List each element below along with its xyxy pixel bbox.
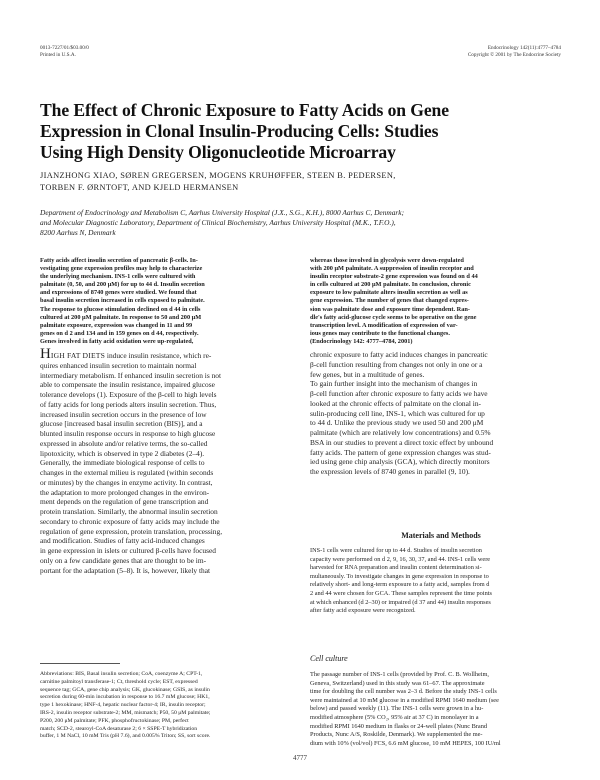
cell-culture-heading: Cell culture xyxy=(310,654,348,663)
abstract-line: palmitate exposure, expression was changed in 11 and 99 xyxy=(40,321,193,329)
intro-lead-caps: IGH FAT DIETS xyxy=(50,351,106,360)
culture-line: dium with 10% (vol/vol) FCS, 6.6 mM glucose, 10 mM HEPES, 100 IU/ml xyxy=(310,739,501,747)
culture-line: Geneva, Switzerland) used in this study was 61–67. The approximate xyxy=(310,679,485,687)
culture-line: were maintained at 10 mM glucose in a modified RPMI 1640 medium (see xyxy=(310,696,499,704)
title-line: The Effect of Chronic Exposure to Fatty Acids on Gene xyxy=(40,100,449,120)
methods-line: multaneously. To investigate changes in gene expression in response to xyxy=(310,572,489,580)
methods-line: 2 and 44 were chosen for GCA. These samples represent the time points xyxy=(310,589,492,597)
journal-header-right xyxy=(468,45,561,59)
intro-line: portant for the adaptation (5–8). It is, however, likely that xyxy=(40,565,211,575)
abstract-line: vestigating gene expression profiles may help to characterize xyxy=(40,265,203,273)
abbrev-line: IRS-2, insulin receptor substrate-2; MM, mismatch; P50, 50 μM palmitate; xyxy=(40,709,211,716)
abbrev-line: P200, 200 μM palmitate; PFK, phosphofructokinase; PM, perfect xyxy=(40,717,189,724)
affiliations xyxy=(40,208,570,238)
methods-line: after fatty acid exposure were recognized. xyxy=(310,607,416,615)
intro-line: lipotoxicity, which is observed in type 2 diabetes (2–4). xyxy=(40,448,205,458)
culture-line: Products, Nunc A/S, Roskilde, Denmark). We supplemented the me- xyxy=(310,731,483,739)
culture-line: modified RPMI 1640 medium in flasks or 24-well plates (Nunc Brand xyxy=(310,722,487,730)
intro-line: changes in the external milieu is regulated (within seconds xyxy=(40,468,214,477)
abstract-line: Fatty acids affect insulin secretion of pancreatic β-cells. In- xyxy=(40,257,198,264)
body-line: BSA in our studies to prevent a direct toxic effect by unbound xyxy=(310,437,494,447)
cell-culture-paragraph xyxy=(310,671,572,748)
introduction-left-column xyxy=(40,346,298,575)
intro-line: increased insulin secretion occurs in the presence of low xyxy=(40,409,207,419)
issn-line: 0013-7227/01/$03.00/0 xyxy=(40,45,89,51)
abstract-left-column xyxy=(40,257,298,346)
methods-line: harvested for RNA preparation and insulin content determination si- xyxy=(310,564,482,572)
intro-line: able to compensate the insulin resistance, impaired glucose xyxy=(40,380,215,390)
journal-header-left xyxy=(40,45,89,59)
abbrev-line: Abbreviations: BIS, Basal insulin secretion; CoA, coenzyme A; CPT-1, xyxy=(40,671,203,677)
abstract-right-column xyxy=(310,257,572,346)
abstract-line: sion was palmitate dose and exposure time dependent. Ran- xyxy=(310,305,470,313)
title-line: Expression in Clonal Insulin-Producing Cells: Studies xyxy=(40,121,439,141)
abbreviations-footnote xyxy=(40,671,298,741)
body-line: looked at the chronic effects of palmitate on the clonal in- xyxy=(310,398,482,408)
title-line: Using High Density Oligonucleotide Microarray xyxy=(40,142,396,162)
author-line: JIANZHONG XIAO, SØREN GREGERSEN, MOGENS KRUHØFFER, STEEN B. PEDERSEN, xyxy=(40,171,396,180)
body-line: the expression levels of 8740 genes in parallel (9, 10). xyxy=(310,467,470,476)
page-number: 4777 xyxy=(293,754,307,762)
intro-line: regulation of gene expression, protein translation, processing, xyxy=(40,526,223,536)
abbrev-line: buffer, 1 M NaCl, 10 mM Tris (pH 7.6), and 0.005% Triton; SS, sort score. xyxy=(40,733,211,740)
author-list xyxy=(40,170,570,194)
abstract-line: gene expression. The number of genes that changed expres- xyxy=(310,297,469,305)
culture-line: The passage number of INS-1 cells (provided by Prof. C. B. Wollheim, xyxy=(310,671,489,678)
affiliation-line: Department of Endocrinology and Metabolism C, Aarhus University Hospital (J.X., S.G., K.H.), 8000 Aarhus C, Denmark; xyxy=(40,208,405,217)
abbrev-line: type 1 hexokinase; HNF-4, hepatic nuclear factor-4; IR, insulin receptor; xyxy=(40,702,206,709)
intro-line: only on a few candidate genes that are thought to be im- xyxy=(40,555,207,565)
culture-line: time for doubling the cell number was 2–3 d. Before the study INS-1 cells xyxy=(310,688,497,696)
abstract-line: insulin receptor substrate-2 gene expression was found on d 44 xyxy=(310,273,478,281)
body-line: palmitate (which are relatively low concentrations) and 0.5% xyxy=(310,428,491,437)
author-line: TORBEN F. ØRNTOFT, AND KJELD HERMANSEN xyxy=(40,182,239,192)
intro-line: intermediary metabolism. If enhanced insulin secretion is not xyxy=(40,370,222,380)
intro-line: expressed in absolute and/or relative terms, the so-called xyxy=(40,438,208,448)
abstract-line: ious genes may contribute to the functional changes. xyxy=(310,329,450,337)
culture-line: modified atmosphere (5% CO₂, 95% air at 37 C) in monolayer in a xyxy=(310,713,479,721)
affiliation-line: and Molecular Diagnostic Laboratory, Department of Clinical Biochemistry, Aarhus University Hospital (M.K., T.F.O.), xyxy=(40,218,396,227)
abstract-line: whereas those involved in glycolysis were down-regulated xyxy=(310,257,464,264)
body-line: sulin-producing cell line, INS-1, which was cultured for up xyxy=(310,408,485,418)
body-line: few genes, but in a multitude of genes. xyxy=(310,369,425,379)
printed-line: Printed in U.S.A. xyxy=(40,52,76,58)
intro-first-line xyxy=(40,346,298,362)
intro-line: secondary to chronic exposure of fatty acids may include the xyxy=(40,516,220,526)
intro-line: and modification. Studies of fatty acid-induced changes xyxy=(40,536,205,546)
abstract-line: with 200 μM palmitate. A suppression of insulin receptor and xyxy=(310,265,474,273)
methods-line: relatively short- and long-term exposure to a fatty acid, samples from d xyxy=(310,581,490,589)
methods-line: at which enhanced (d 2–30) or impaired (d 37 and 44) insulin responses xyxy=(310,598,491,606)
body-line: β-cell function after chronic exposure to fatty acids we have xyxy=(310,389,488,398)
body-line: ied using gene chip analysis (GCA), which directly monitors xyxy=(310,457,490,467)
intro-line: protein translation. Similarly, the abnormal insulin secretion xyxy=(40,507,218,516)
intro-line: the adaptation to more prolonged changes in the environ- xyxy=(40,487,210,497)
affiliation-line: 8200 Aarhus N, Denmark xyxy=(40,228,116,237)
body-line: chronic exposure to fatty acid induces changes in pancreatic xyxy=(310,350,488,359)
abstract-line: Genes involved in fatty acid oxidation were up-regulated, xyxy=(40,337,194,345)
materials-methods-heading: Materials and Methods xyxy=(401,531,481,540)
abstract-line: The response to glucose stimulation declined on d 44 in cells xyxy=(40,305,201,313)
body-line: fatty acids. The pattern of gene expression changes was stud- xyxy=(310,447,491,457)
footnote-divider xyxy=(40,663,120,664)
intro-line: quires enhanced insulin secretion to maintain normal xyxy=(40,360,197,370)
culture-line: below) and passed weekly (11). The INS-1 cells were grown in a hu- xyxy=(310,705,484,713)
abstract-line: palmitate (0, 50, and 200 μM) for up to 44 d. Insulin secretion xyxy=(40,281,205,289)
methods-paragraph xyxy=(310,547,572,616)
methods-line: capacity were performed on d 2, 9, 16, 30, 37, and 44. INS-1 cells were xyxy=(310,555,491,563)
intro-line: or minutes) by the changes in enzyme activity. In contrast, xyxy=(40,477,213,487)
abstract-line: in cells cultured at 200 μM palmitate. In conclusion, chronic xyxy=(310,281,471,289)
intro-line: blunted insulin response occurs in response to high glucose xyxy=(40,429,216,438)
methods-line: INS-1 cells were cultured for up to 44 d. Studies of insulin secretion xyxy=(310,547,482,554)
abbrev-line: match; SCD-2, stearoyl-CoA desaturase 2; 6 × SSPE-T hybridization xyxy=(40,725,198,732)
abbrev-line: secretion during 60-min incubation in response to 16.7 mM glucose; HK1, xyxy=(40,694,210,701)
abstract-line: basal insulin secretion increased in cells exposed to palmitate. xyxy=(40,297,205,305)
intro-first-rest: induce insulin resistance, which re- xyxy=(105,351,212,360)
abstract-line: and expressions of 8740 genes were studied. We found that xyxy=(40,289,197,297)
abstract-line: exposure to low palmitate alters insulin secretion as well as xyxy=(310,289,468,297)
intro-line: glucose [increased basal insulin secretion (BIS)], and a xyxy=(40,419,203,429)
intro-line: Generally, the immediate biological response of cells to xyxy=(40,458,205,468)
citation-line: Endocrinology 142(11):4777–4784 xyxy=(487,45,561,51)
copyright-line: Copyright © 2001 by The Endocrine Society xyxy=(467,52,561,58)
abstract-line: genes on d 2 and 134 and in 159 genes on d 44, respectively. xyxy=(40,329,199,337)
abstract-line: the underlying mechanism. INS-1 cells were cultured with xyxy=(40,273,196,281)
introduction-right-column xyxy=(310,350,572,477)
body-line: to 44 d. Unlike the previous study we used 50 and 200 μM xyxy=(310,418,484,428)
abbrev-line: carnitine palmitoyl transferase-1; Ct, threshold cycle; EST, expressed xyxy=(40,678,198,685)
body-line: β-cell function resulting from changes not only in one or a xyxy=(310,359,483,369)
abbrev-line: sequence tag; GCA, gene chip analysis; GK, glucokinase; GSIS, as insulin xyxy=(40,686,210,693)
drop-cap: H xyxy=(40,346,51,362)
intro-line: in gene expression in islets or cultured β-cells have focused xyxy=(40,546,216,555)
abstract-line: transcription level. A modification of expression of var- xyxy=(310,321,458,329)
intro-line: of fatty acids for long periods alters insulin secretion. Thus, xyxy=(40,399,217,409)
intro-line: ment depends on the regulation of gene transcription and xyxy=(40,497,209,507)
abstract-citation: (Endocrinology 142: 4777–4784, 2001) xyxy=(310,337,413,345)
abstract-line: cultured at 200 μM palmitate. In response to 50 and 200 μM xyxy=(40,313,202,321)
intro-line: tolerance develops (1). Exposure of the β-cell to high levels xyxy=(40,390,217,399)
body-line: To gain further insight into the mechanism of changes in xyxy=(310,379,478,389)
abstract-line: dle's fatty acid-glucose cycle seems to be operative on the gene xyxy=(310,313,477,321)
article-title xyxy=(40,100,570,163)
